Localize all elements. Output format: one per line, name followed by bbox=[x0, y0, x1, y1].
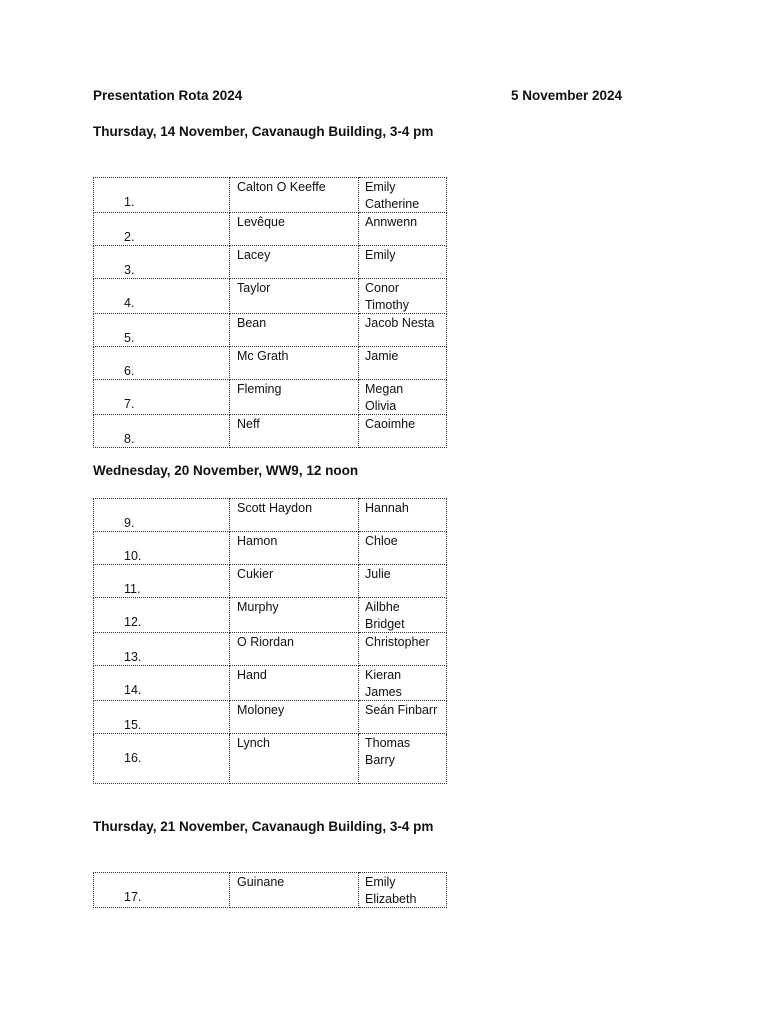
first-name-cell: Seán Finbarr bbox=[359, 701, 447, 734]
surname-cell: O Riordan bbox=[230, 633, 359, 666]
row-number-cell bbox=[94, 633, 230, 666]
table-row bbox=[94, 666, 447, 701]
first-name-cell: Julie bbox=[359, 565, 447, 598]
first-name-cell: Caoimhe bbox=[359, 415, 447, 448]
table-row bbox=[94, 734, 447, 784]
row-number: 7. bbox=[124, 397, 135, 411]
table-row bbox=[94, 415, 447, 448]
first-name-cell: Chloe bbox=[359, 532, 447, 565]
row-number-cell bbox=[94, 347, 230, 380]
row-number-cell bbox=[94, 666, 230, 701]
table-row bbox=[94, 347, 447, 380]
section-heading-3: Thursday, 21 November, Cavanaugh Building, 3-4 pm bbox=[93, 819, 434, 834]
row-number: 2. bbox=[124, 230, 135, 244]
surname-cell: Cukier bbox=[230, 565, 359, 598]
first-name-cell: Conor Timothy bbox=[359, 279, 447, 314]
row-number-cell bbox=[94, 178, 230, 213]
rota-table-1 bbox=[93, 177, 447, 448]
table-row bbox=[94, 701, 447, 734]
first-name-cell: Hannah bbox=[359, 499, 447, 532]
row-number: 14. bbox=[124, 683, 142, 697]
row-number-cell bbox=[94, 598, 230, 633]
first-name-cell: Jacob Nesta bbox=[359, 314, 447, 347]
surname-cell: Levêque bbox=[230, 213, 359, 246]
surname-cell: Scott Haydon bbox=[230, 499, 359, 532]
row-number-cell bbox=[94, 701, 230, 734]
surname-cell: Moloney bbox=[230, 701, 359, 734]
document-date: 5 November 2024 bbox=[511, 88, 623, 103]
row-number-cell bbox=[94, 279, 230, 314]
surname-cell: Lynch bbox=[230, 734, 359, 784]
row-number-cell bbox=[94, 415, 230, 448]
row-number-cell bbox=[94, 246, 230, 279]
table-row bbox=[94, 213, 447, 246]
surname-cell: Bean bbox=[230, 314, 359, 347]
row-number-cell bbox=[94, 565, 230, 598]
rota-table-3 bbox=[93, 872, 447, 908]
row-number: 16. bbox=[124, 751, 142, 765]
surname-cell: Lacey bbox=[230, 246, 359, 279]
row-number: 10. bbox=[124, 549, 142, 563]
row-number-cell bbox=[94, 873, 230, 908]
first-name-cell: Kieran James bbox=[359, 666, 447, 701]
surname-cell: Mc Grath bbox=[230, 347, 359, 380]
row-number: 8. bbox=[124, 432, 135, 446]
table-row bbox=[94, 598, 447, 633]
table-row bbox=[94, 532, 447, 565]
first-name-cell: Christopher bbox=[359, 633, 447, 666]
table-row bbox=[94, 279, 447, 314]
row-number-cell bbox=[94, 532, 230, 565]
section-heading-2: Wednesday, 20 November, WW9, 12 noon bbox=[93, 463, 359, 478]
row-number: 9. bbox=[124, 516, 135, 530]
first-name-cell: Megan Olivia bbox=[359, 380, 447, 415]
row-number-cell bbox=[94, 213, 230, 246]
surname-cell: Murphy bbox=[230, 598, 359, 633]
row-number-cell bbox=[94, 499, 230, 532]
surname-cell: Fleming bbox=[230, 380, 359, 415]
section-heading-1: Thursday, 14 November, Cavanaugh Building, 3-4 pm bbox=[93, 124, 434, 139]
surname-cell: Hand bbox=[230, 666, 359, 701]
row-number: 6. bbox=[124, 364, 135, 378]
table-row bbox=[94, 314, 447, 347]
first-name-cell: Annwenn bbox=[359, 213, 447, 246]
surname-cell: Taylor bbox=[230, 279, 359, 314]
row-number: 11. bbox=[124, 582, 141, 596]
surname-cell: Calton O Keeffe bbox=[230, 178, 359, 213]
row-number-cell bbox=[94, 734, 230, 784]
rota-table-2 bbox=[93, 498, 447, 784]
first-name-cell: Emily bbox=[359, 246, 447, 279]
document-title: Presentation Rota 2024 bbox=[93, 88, 243, 103]
table-row bbox=[94, 633, 447, 666]
first-name-cell: Emily Elizabeth bbox=[359, 873, 447, 908]
first-name-cell: Ailbhe Bridget bbox=[359, 598, 447, 633]
surname-cell: Guinane bbox=[230, 873, 359, 908]
table-row bbox=[94, 246, 447, 279]
row-number: 15. bbox=[124, 718, 142, 732]
row-number-cell bbox=[94, 380, 230, 415]
row-number: 5. bbox=[124, 331, 135, 345]
surname-cell: Neff bbox=[230, 415, 359, 448]
first-name-cell: Thomas Barry bbox=[359, 734, 447, 784]
first-name-cell: Jamie bbox=[359, 347, 447, 380]
surname-cell: Hamon bbox=[230, 532, 359, 565]
row-number: 3. bbox=[124, 263, 135, 277]
table-row bbox=[94, 499, 447, 532]
row-number: 1. bbox=[124, 195, 135, 209]
row-number: 17. bbox=[124, 890, 142, 904]
table-row bbox=[94, 565, 447, 598]
row-number: 12. bbox=[124, 615, 142, 629]
first-name-cell: Emily Catherine bbox=[359, 178, 447, 213]
row-number-cell bbox=[94, 314, 230, 347]
row-number: 13. bbox=[124, 650, 142, 664]
table-row bbox=[94, 178, 447, 213]
table-row bbox=[94, 873, 447, 908]
row-number: 4. bbox=[124, 296, 135, 310]
table-row bbox=[94, 380, 447, 415]
